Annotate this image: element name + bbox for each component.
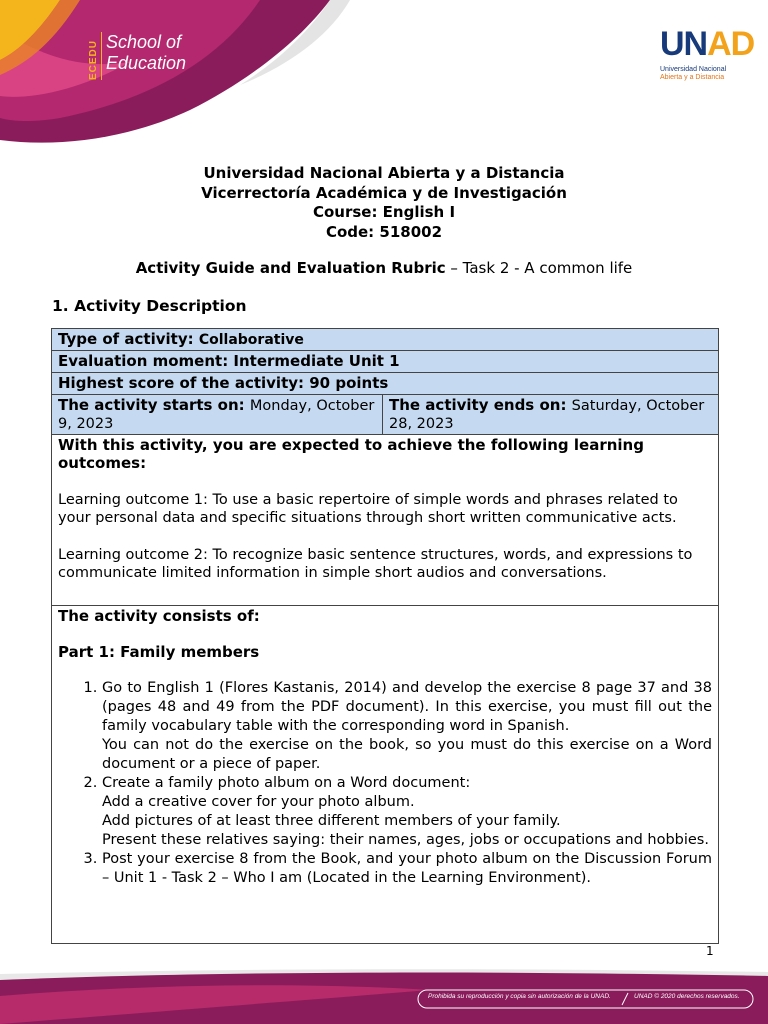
starts-label: The activity starts on: xyxy=(58,396,250,414)
document-title xyxy=(0,164,768,242)
unad-logo-sub-line1: Universidad Nacional xyxy=(660,66,727,73)
unad-logo-ad: AD xyxy=(707,25,755,63)
school-name-line1: School of xyxy=(106,32,182,52)
guide-subtitle-bold: Activity Guide and Evaluation Rubric xyxy=(135,259,446,277)
section-activity-description: 1. Activity Description xyxy=(52,297,247,315)
row-learning-outcomes xyxy=(52,435,719,606)
activity-description-table xyxy=(51,328,719,944)
list-item xyxy=(102,774,712,850)
unad-logo xyxy=(660,26,760,82)
item3-text: Post your exercise 8 from the Book, and your photo album on the Discussion Forum – Unit 1 - Task 2 – Who I am (Located in the Learning Environment). xyxy=(102,851,712,886)
row-dates xyxy=(52,395,719,435)
item1-text: Go to English 1 (Flores Kastanis, 2014) and develop the exercise 8 page 37 and 38 (pages 48 and 49 from the PDF document). In this exercise, you must fill out the family vocabulary table with the corresponding word in Spanish. xyxy=(102,680,712,734)
type-value: Collaborative xyxy=(198,332,304,348)
school-name-line2: Education xyxy=(106,53,187,73)
page-number: 1 xyxy=(706,944,714,958)
title-university: Universidad Nacional Abierta y a Distancia xyxy=(203,164,565,182)
starts-value: Monday, October 9, 2023 xyxy=(58,398,375,432)
list-item xyxy=(102,679,712,774)
title-course: Course: English I xyxy=(312,203,456,221)
title-vicerrectoria: Vicerrectoría Académica y de Investigación xyxy=(201,183,567,202)
guide-subtitle-rest: – Task 2 - A common life xyxy=(445,259,633,277)
row-evaluation-moment xyxy=(52,351,719,373)
outcomes-intro: With this activity, you are expected to achieve the following learning outcomes: xyxy=(58,436,644,472)
item2-present: Present these relatives saying: their names, ages, jobs or occupations and hobbies. xyxy=(102,832,709,848)
highest-score: Highest score of the activity: 90 points xyxy=(58,374,389,392)
ends-value: Saturday, October 28, 2023 xyxy=(389,398,705,432)
learning-outcome-1: Learning outcome 1: To use a basic repertoire of simple words and phrases related to your personal data and specific situations through short written communicative acts. xyxy=(58,492,678,526)
unad-logo-un: UN xyxy=(660,25,708,63)
item1-note: You can not do the exercise on the book, so you must do this exercise on a Word document or a piece of paper. xyxy=(102,737,712,772)
row-highest-score xyxy=(52,373,719,395)
unad-logo-mark xyxy=(660,26,760,62)
unad-logo-sub-line2: Abierta y a Distancia xyxy=(660,74,725,81)
type-label: Type of activity: xyxy=(58,330,199,348)
school-of-education-logo xyxy=(88,32,186,80)
item2-pictures: Add pictures of at least three different members of your family. xyxy=(102,813,561,829)
ends-label: The activity ends on: xyxy=(389,396,572,414)
guide-subtitle xyxy=(0,259,768,277)
part1-title: Part 1: Family members xyxy=(58,643,260,661)
list-item xyxy=(102,850,712,888)
title-code: Code: 518002 xyxy=(325,222,443,241)
evaluation-moment: Evaluation moment: Intermediate Unit 1 xyxy=(58,352,400,370)
row-type-of-activity xyxy=(52,329,719,351)
row-activity-consists xyxy=(52,606,719,944)
item2-cover: Add a creative cover for your photo album. xyxy=(102,794,415,810)
footer-copy-notice: Prohibida su reproducción y copia sin autorización de la UNAD. xyxy=(428,993,611,1000)
learning-outcome-2: Learning outcome 2: To recognize basic sentence structures, words, and expressions to communicate limited information in simple short audios and conversations. xyxy=(58,547,693,581)
footer-copyright: UNAD © 2020 derechos reservados. xyxy=(634,993,740,1000)
item2-text: Create a family photo album on a Word document: xyxy=(102,775,471,791)
ecedu-tag: ECEDU xyxy=(88,32,102,80)
instructions-list xyxy=(58,679,712,888)
consists-title: The activity consists of: xyxy=(58,607,260,625)
